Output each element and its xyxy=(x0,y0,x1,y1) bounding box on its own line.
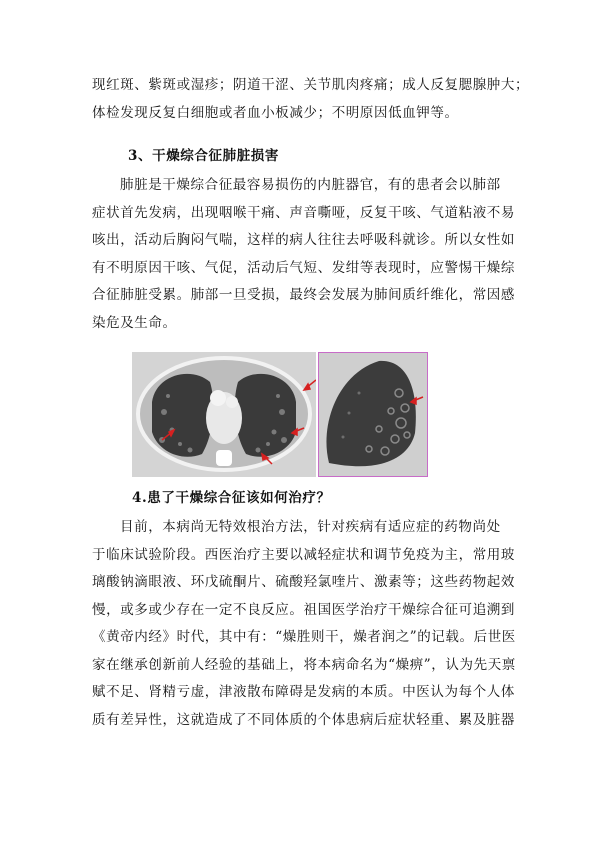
section-3-heading: 3、干燥综合征肺脏损害 xyxy=(128,148,279,164)
text-line: 于临床试验阶段。西医治疗主要以减轻症状和调节免疫为主，常用玻 xyxy=(92,546,515,563)
section-4-paragraph xyxy=(92,514,516,734)
text-line: 咳出，活动后胸闷气喘，这样的病人往往去呼吸科就诊。所以女性如 xyxy=(92,232,515,248)
text-line: 家在继承创新前人经验的基础上，将本病命名为“燥痹”，认为先天禀 xyxy=(92,656,516,673)
text-line: 合征肺脏受累。肺部一旦受损，最终会发展为肺间质纤维化，常因感 xyxy=(92,287,515,303)
ct-scan-lung-zoom-graphic xyxy=(319,353,427,476)
text-line: 慢，或多或少存在一定不良反应。祖国医学治疗干燥综合征可追溯到 xyxy=(92,601,515,618)
text-line: 症状首先发病，出现咽喉干痛、声音嘶哑，反复干咳、气道粘液不易 xyxy=(92,204,515,221)
text-line: 染危及生命。 xyxy=(92,314,177,331)
text-line: 质有差异性，这就造成了不同体质的个体患病后症状轻重、累及脏器 xyxy=(92,711,515,728)
ct-figure xyxy=(132,352,428,477)
text-line: 璃酸钠滴眼液、环戊硫酮片、硫酸羟氯喹片、激素等；这些药物起效 xyxy=(92,574,515,590)
ct-scan-chest-axial-graphic xyxy=(132,352,316,477)
text-line: 体检发现反复白细胞或者血小板减少；不明原因低血钾等。 xyxy=(92,104,459,121)
intro-paragraph xyxy=(92,72,530,127)
section-3-paragraph xyxy=(92,172,515,337)
ct-scan-lung-zoom xyxy=(318,352,428,477)
text-line: 有不明原因干咳、气促，活动后气短、发绀等表现时，应警惕干燥综 xyxy=(92,259,515,276)
text-line: 赋不足、肾精亏虚，津液散布障碍是发病的本质。中医认为每个人体 xyxy=(92,684,515,700)
text-line: 肺脏是干燥综合征最容易损伤的内脏器官，有的患者会以肺部 xyxy=(120,177,501,193)
text-line: 目前，本病尚无特效根治方法，针对疾病有适应症的药物尚处 xyxy=(120,519,501,535)
text-line: 现红斑、紫斑或湿疹；阴道干涩、关节肌肉疼痛；成人反复腮腺肿大； xyxy=(92,77,530,93)
section-4-heading: 4.患了干燥综合征该如何治疗？ xyxy=(132,490,331,506)
text-line: 《黄帝内经》时代，其中有：“燥胜则干，燥者润之”的记载。后世医 xyxy=(92,629,516,645)
ct-scan-chest-axial xyxy=(132,352,316,477)
